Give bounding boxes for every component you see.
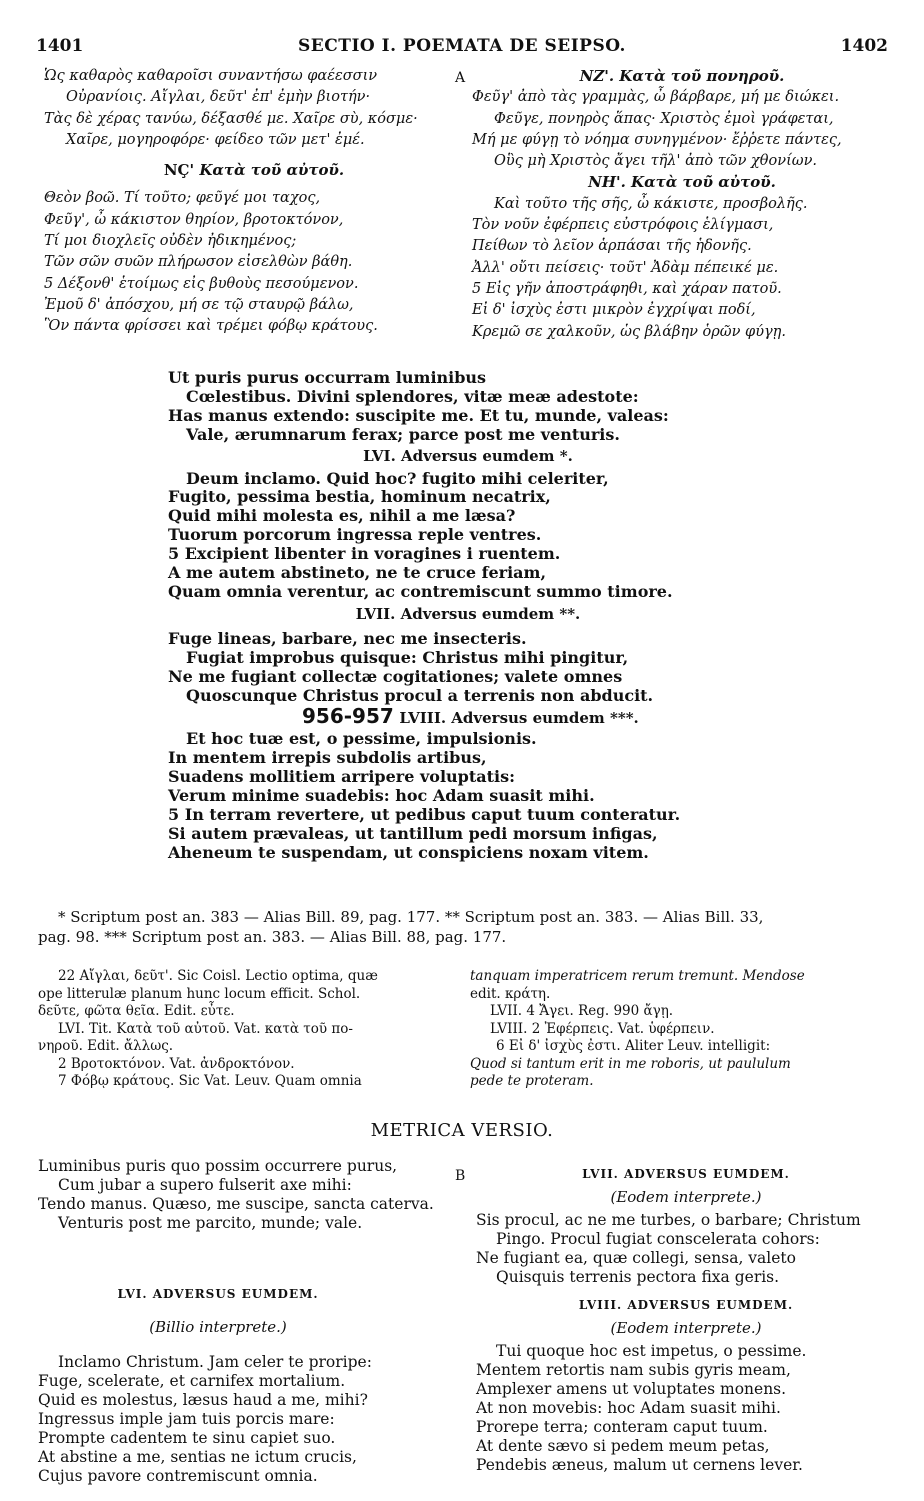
latin-verse: Fugiat improbus quisque: Christus mihi pingitur, [186,647,629,667]
metric-poem-58-title: LVIII. ADVERSUS EUMDEM. [578,1298,794,1312]
metric-verse: Prompte cadentem te sinu capiet suo. [38,1429,336,1447]
metrica-versio-title: METRICA VERSIO. [370,1120,554,1141]
metrica-right-column [476,1165,896,1475]
metric-verse: At abstine a me, sentias ne ictum crucis, [38,1448,357,1466]
latin-verse: Quam omnia verentur, ac contremiscunt summo timore. [168,581,673,601]
critical-note-line: LVI. Tit. Κατὰ τοῦ αὐτοῦ. Vat. κατὰ τοῦ πο- [58,1020,353,1037]
metric-verse: At non movebis: hoc Adam suasit mihi. [476,1399,781,1417]
latin-poem-57-title: LVII. Adversus eumdem **. [355,604,581,623]
greek-verse: Τῶν σῶν συῶν πλήρωσον εἰσελθὼν βάθη. [44,254,353,271]
metric-verse: Quisquis terrenis pectora fixa geris. [496,1268,780,1286]
metric-verse: Venturis post me parcito, munde; vale. [58,1214,363,1232]
latin-verse: Suadens mollitiem arripere voluptatis: [168,767,515,787]
footnote-line: pag. 98. *** Scriptum post an. 383. — Alias Bill. 88, pag. 177. [38,928,507,946]
critical-note-line: νηροῦ. Edit. ἄλλως. [38,1038,174,1054]
critical-notes-right [470,968,890,1091]
latin-verse: Ne me fugiant collectæ cogitationes; valete omnes [168,666,623,686]
latin-verse: Has manus extendo: suscipite me. Et tu, munde, valeas: [168,405,669,425]
critical-note-line: pede te proteram. [470,1073,594,1089]
latin-poem-56-title: LVI. Adversus eumdem *. [363,446,573,465]
greek-verse: Κρεμῶ σε χαλκοῦν, ὡς βλάβην ὁρῶν φύγῃ. [472,323,786,340]
greek-poem-56-title [44,160,464,181]
critical-note-line: 22 Αἴγλαι, δεῦτ'. Sic Coisl. Lectio optima, quæ [58,968,378,984]
greek-verse: Καὶ τοῦτο τῆς σῆς, ὦ κάκιστε, προσβολῆς. [494,195,808,212]
metric-verse: Sis procul, ac ne me turbes, o barbare; Christum [476,1211,861,1229]
critical-note-line: LVII. 4 Ἄγει. Reg. 990 ἄγῃ. [490,1003,674,1019]
latin-verse: Vale, ærumnarum ferax; parce post me venturis. [186,424,620,444]
metric-verse: Tui quoque hoc est impetus, o pessime. [496,1342,807,1360]
metric-verse: Ingressus imple jam tuis porcis mare: [38,1410,335,1428]
metric-verse: Fuge, scelerate, et carnifex mortalium. [38,1372,346,1390]
metric-verse: Inclamo Christum. Jam celer te proripe: [58,1353,372,1371]
footnote-line: * Scriptum post an. 383 — Alias Bill. 89, pag. 177. ** Scriptum post an. 383. — Alias Bill. 33, [58,908,764,926]
greek-verse: Ὡς καθαρὸς καθαροῖσι συναντήσω φαέεσσιν [44,68,378,84]
critical-note-line: 2 Βροτοκτόνον. Vat. ἀνδροκτόνον. [58,1055,295,1072]
greek-verse: Ἐμοῦ δ' ἀπόσχου, μή σε τῷ σταυρῷ βάλω, [44,296,354,313]
latin-verse: Si autem prævaleas, ut tantillum pedi morsum infigas, [168,823,658,843]
metric-verse: Cum jubar a supero fulserit axe mihi: [58,1176,352,1194]
metric-verse: Pingo. Procul fugiat conscelerata cohors: [496,1230,820,1248]
metric-verse: Luminibus puris quo possim occurrere purus, [38,1157,398,1175]
metric-verse: At dente sævo si pedem meum petas, [476,1437,770,1455]
critical-note-line: LVIII. 2 Ἐφέρπεις. Vat. ὑφέρπειν. [490,1020,715,1037]
greek-verse: Οὓς μὴ Χριστὸς ἄγει τῆλ' ἀπὸ τῶν χθονίων. [494,153,818,170]
column-marker-a: A [455,70,466,86]
greek-left-column [44,66,464,338]
greek-verse: Φεῦγ', ὦ κάκιστον θηρίον, βροτοκτόνον, [44,211,344,228]
critical-note-line: δεῦτε, φῶτα θεῖα. Edit. εὖτε. [38,1003,235,1019]
greek-verse: Οὐρανίοις. Αἴγλαι, δεῦτ' ἐπ' ἐμὴν βιοτήν· [66,89,371,106]
page-header [36,36,888,60]
greek-verse: Μή με φύγῃ τὸ νόημα συνηγμένον· ἔῤῥετε πάντες, [472,131,842,148]
greek-verse: Τὰς δὲ χέρας τανύω, δέξασθέ με. Χαῖρε σὺ, κόσμε· [44,110,418,127]
latin-verse: Cœlestibus. Divini splendores, vitæ meæ adestote: [186,386,639,406]
latin-verse: A me autem abstineto, ne te cruce feriam, [168,563,547,583]
latin-verse: Quid mihi molesta es, nihil a me læsa? [168,506,516,526]
metric-verse: Quid es molestus, læsus haud a me, mihi? [38,1391,368,1409]
metric-poem-56-title: LVI. ADVERSUS EUMDEM. [117,1287,319,1301]
metric-poem-58-interpreter: (Eodem interprete.) [610,1319,762,1337]
latin-verse: 5 Excipient libenter in voragines i ruentem. [168,544,561,564]
latin-verse: Ut puris purus occurram luminibus [168,368,487,387]
metric-poem-57-interpreter: (Eodem interprete.) [610,1188,762,1206]
greek-right-column [472,66,892,343]
latin-verse: Verum minime suadebis: hoc Adam suasit mihi. [168,786,595,806]
critical-note-line: tanquam imperatricem rerum tremunt. Mendose [470,968,805,984]
greek-verse: Ὃν πάντα φρίσσει καὶ τρέμει φόβῳ κράτους. [44,318,378,335]
footnotes [38,907,890,947]
latin-translation [168,369,768,863]
metric-verse: Amplexer amens ut voluptates monens. [476,1380,787,1398]
latin-poem-58-title [168,704,768,729]
greek-verse: Ἀλλ' οὔτι πείσεις· τοῦτ' Ἀδὰμ πέπεικέ με. [472,259,779,276]
metric-poem-56-interpreter: (Billio interprete.) [149,1318,287,1336]
greek-poem-58-title: NH'. Κατὰ τοῦ αὐτοῦ. [588,173,776,192]
greek-verse: Εἰ δ' ἰσχὺς ἐστι μικρὸν ἐγχρίψαι ποδί, [472,302,756,319]
metrica-left-column [38,1157,458,1486]
metric-poem-57-title: LVII. ADVERSUS EUMDEM. [582,1167,790,1181]
latin-verse: Aheneum te suspendam, ut conspiciens noxam vitem. [168,842,649,862]
metric-verse: Prorepe terra; conteram caput tuum. [476,1418,768,1436]
metric-verse: Pendebis æneus, malum ut cernens lever. [476,1456,803,1474]
greek-verse: Τὸν νοῦν ἐφέρπεις εὐστρόφοις ἑλίγμασι, [472,217,774,234]
greek-poem-56-heading: Κατὰ τοῦ αὐτοῦ. [199,161,345,180]
left-page-number: 1401 [36,36,84,56]
greek-verse: Φεῦγε, πονηρὸς ἅπας· Χριστὸς ἐμοὶ γράφεται, [494,110,834,127]
right-page-number: 1402 [840,36,888,56]
greek-verse: Φεῦγ' ἀπὸ τὰς γραμμὰς, ὦ βάρβαρε, μή με διώκει. [472,89,840,106]
column-number-marker: 956-957 [302,704,394,729]
greek-verse: Τί μοι διοχλεῖς οὐδὲν ἠδικημένος; [44,233,297,250]
critical-note-line: ope litterulæ planum hunc locum efficit. Schol. [38,985,361,1002]
latin-verse: Quoscunque Christus procul a terrenis non abducit. [186,685,654,705]
latin-verse: Et hoc tuæ est, o pessime, impulsionis. [186,729,537,749]
latin-verse: 5 In terram revertere, ut pedibus caput tuum conteratur. [168,804,681,824]
greek-verse: Χαῖρε, μογηροφόρε· φείδεο τῶν μετ' ἐμέ. [66,131,365,148]
metric-verse: Cujus pavore contremiscunt omnia. [38,1467,318,1485]
greek-verse: Θεὸν βοῶ. Τί τοῦτο; φεῦγέ μοι ταχος, [44,190,321,207]
latin-verse: Fugito, pessima bestia, hominum necatrix, [168,487,551,507]
metric-verse: Ne fugiant ea, quæ collegi, sensa, valeto [476,1249,796,1267]
metric-verse: Mentem retortis nam subis gyris meam, [476,1361,791,1379]
critical-note-line: 7 Φόβῳ κράτους. Sic Vat. Leuv. Quam omnia [58,1073,362,1089]
latin-verse: Deum inclamo. Quid hoc? fugito mihi celeriter, [186,468,609,488]
greek-verse: 5 Δέξονθ' ἑτοίμως εἰς βυθοὺς πεσούμενον. [44,275,359,292]
latin-verse: Tuorum porcorum ingressa reple ventres. [168,525,542,545]
latin-poem-58-heading: LVIII. Adversus eumdem ***. [399,709,639,728]
critical-note-line: edit. κράτη. [470,985,551,1002]
critical-notes-left [38,968,458,1091]
latin-verse: Fuge lineas, barbare, nec me insecteris. [168,628,527,648]
greek-verse: 5 Εἰς γῆν ἀποστράφηθι, καὶ χάραν πατοῦ. [472,280,782,297]
greek-verse: Πείθων τὸ λεῖον ἁρπάσαι τῆς ἡδονῆς. [472,238,752,255]
running-title: SECTIO I. POEMATA DE SEIPSO. [298,36,626,56]
metric-verse: Tendo manus. Quæso, me suscipe, sancta caterva. [38,1195,434,1213]
greek-poem-56-number: NÇ' [163,161,195,180]
critical-note-line: 6 Εἰ δ' ἰσχὺς ἐστι. Aliter Leuv. intelligit: [496,1038,771,1054]
column-marker-b: B [455,1168,466,1184]
critical-note-line: Quod si tantum erit in me roboris, ut paululum [470,1055,791,1072]
latin-verse: In mentem irrepis subdolis artibus, [168,748,487,768]
greek-poem-57-title: NZ'. Κατὰ τοῦ πονηροῦ. [579,67,785,85]
